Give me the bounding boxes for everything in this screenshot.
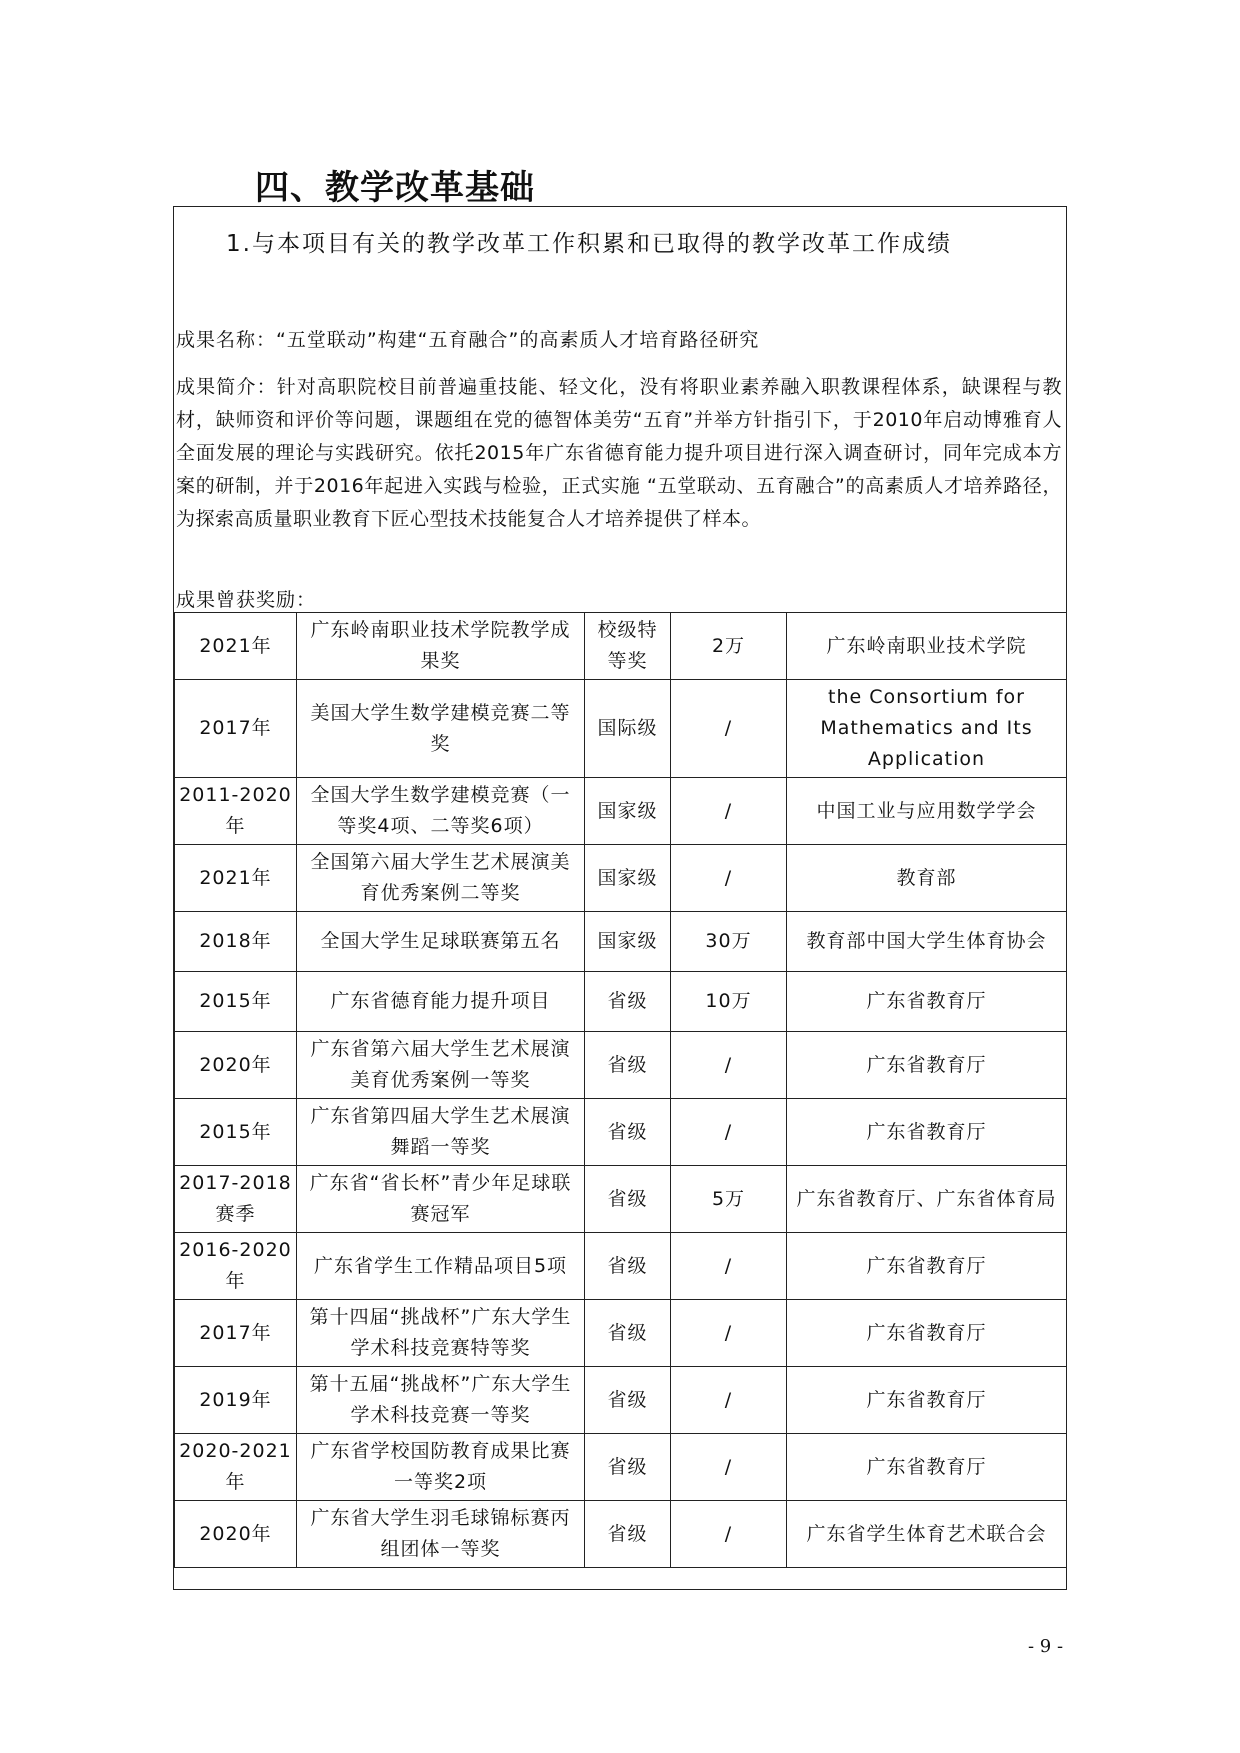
award-issuer: 广东省教育厅、广东省体育局 — [787, 1166, 1067, 1233]
page-number: - 9 - — [1028, 1636, 1064, 1657]
award-row — [175, 1032, 1067, 1099]
award-name: 广东省“省长杯”青少年足球联赛冠军 — [297, 1166, 585, 1233]
award-issuer: 广东省教育厅 — [787, 1434, 1067, 1501]
award-year: 2021年 — [175, 845, 297, 912]
award-issuer: 广东省教育厅 — [787, 972, 1067, 1032]
award-row — [175, 1367, 1067, 1434]
award-level: 校级特等奖 — [585, 613, 671, 680]
award-row — [175, 912, 1067, 972]
award-level: 国际级 — [585, 680, 671, 778]
award-row — [175, 1233, 1067, 1300]
award-level: 省级 — [585, 1233, 671, 1300]
award-row — [175, 845, 1067, 912]
award-funding: / — [671, 680, 787, 778]
award-row — [175, 1099, 1067, 1166]
award-level: 国家级 — [585, 845, 671, 912]
award-year: 2019年 — [175, 1367, 297, 1434]
award-level: 省级 — [585, 1099, 671, 1166]
award-name: 广东省学生工作精品项目5项 — [297, 1233, 585, 1300]
award-row — [175, 1300, 1067, 1367]
award-funding: 5万 — [671, 1166, 787, 1233]
result-intro: 成果简介：针对高职院校目前普遍重技能、轻文化，没有将职业素养融入职教课程体系，缺课程与教材，缺师资和评价等问题，课题组在党的德智体美劳“五育”并举方针指引下，于2010年启动博雅育人全面发展的理论与实践研究。依托2015年广东省德育能力提升项目进行深入调查研讨，同年完成本方案的研制，并于2016年起进入实践与检验，正式实施 “五堂联动、五育融合”的高素质人才培养路径，为探索高质量职业教育下匠心型技术技能复合人才培养提供了样本。 — [176, 376, 1062, 530]
award-name: 全国大学生足球联赛第五名 — [297, 912, 585, 972]
award-row — [175, 1501, 1067, 1568]
awards-label: 成果曾获奖励： — [176, 589, 317, 611]
award-year: 2020年 — [175, 1032, 297, 1099]
section-title: 四、教学改革基础 — [255, 168, 535, 208]
awards-table — [174, 612, 1067, 1568]
award-funding: / — [671, 845, 787, 912]
award-year: 2016-2020年 — [175, 1233, 297, 1300]
award-issuer: 教育部中国大学生体育协会 — [787, 912, 1067, 972]
award-row — [175, 972, 1067, 1032]
award-funding: / — [671, 1233, 787, 1300]
award-issuer: 广东省教育厅 — [787, 1233, 1067, 1300]
award-level: 省级 — [585, 1367, 671, 1434]
award-year: 2020-2021年 — [175, 1434, 297, 1501]
award-level: 省级 — [585, 1166, 671, 1233]
award-year: 2020年 — [175, 1501, 297, 1568]
award-funding: / — [671, 778, 787, 845]
award-issuer: the Consortium for Mathematics and Its Application — [787, 680, 1067, 778]
award-funding: / — [671, 1099, 787, 1166]
award-row — [175, 613, 1067, 680]
award-funding: / — [671, 1032, 787, 1099]
award-level: 省级 — [585, 1032, 671, 1099]
award-year: 2015年 — [175, 1099, 297, 1166]
award-level: 国家级 — [585, 778, 671, 845]
award-issuer: 中国工业与应用数学学会 — [787, 778, 1067, 845]
award-level: 省级 — [585, 972, 671, 1032]
award-name: 广东省德育能力提升项目 — [297, 972, 585, 1032]
award-funding: 2万 — [671, 613, 787, 680]
award-name: 美国大学生数学建模竞赛二等奖 — [297, 680, 585, 778]
award-level: 省级 — [585, 1300, 671, 1367]
award-row — [175, 680, 1067, 778]
award-issuer: 广东省教育厅 — [787, 1367, 1067, 1434]
award-level: 省级 — [585, 1434, 671, 1501]
award-name: 广东省学校国防教育成果比赛一等奖2项 — [297, 1434, 585, 1501]
award-row — [175, 778, 1067, 845]
award-funding: / — [671, 1300, 787, 1367]
award-funding: / — [671, 1434, 787, 1501]
award-year: 2021年 — [175, 613, 297, 680]
award-name: 全国大学生数学建模竞赛（一等奖4项、二等奖6项） — [297, 778, 585, 845]
award-level: 国家级 — [585, 912, 671, 972]
award-year: 2015年 — [175, 972, 297, 1032]
award-year: 2017-2018赛季 — [175, 1166, 297, 1233]
award-issuer: 教育部 — [787, 845, 1067, 912]
content-frame — [173, 206, 1067, 1590]
award-name: 广东省第六届大学生艺术展演美育优秀案例一等奖 — [297, 1032, 585, 1099]
award-funding: 10万 — [671, 972, 787, 1032]
result-name: 成果名称：“五堂联动”构建“五育融合”的高素质人才培育路径研究 — [176, 329, 760, 351]
award-funding: / — [671, 1501, 787, 1568]
award-funding: / — [671, 1367, 787, 1434]
award-year: 2017年 — [175, 680, 297, 778]
award-row — [175, 1166, 1067, 1233]
award-year: 2017年 — [175, 1300, 297, 1367]
award-row — [175, 1434, 1067, 1501]
award-name: 广东岭南职业技术学院教学成果奖 — [297, 613, 585, 680]
award-year: 2011-2020年 — [175, 778, 297, 845]
award-issuer: 广东省学生体育艺术联合会 — [787, 1501, 1067, 1568]
award-name: 全国第六届大学生艺术展演美育优秀案例二等奖 — [297, 845, 585, 912]
award-funding: 30万 — [671, 912, 787, 972]
award-name: 第十五届“挑战杯”广东大学生学术科技竞赛一等奖 — [297, 1367, 585, 1434]
award-issuer: 广东岭南职业技术学院 — [787, 613, 1067, 680]
award-name: 第十四届“挑战杯”广东大学生学术科技竞赛特等奖 — [297, 1300, 585, 1367]
award-year: 2018年 — [175, 912, 297, 972]
award-name: 广东省大学生羽毛球锦标赛丙组团体一等奖 — [297, 1501, 585, 1568]
award-name: 广东省第四届大学生艺术展演舞蹈一等奖 — [297, 1099, 585, 1166]
item-heading: 1.与本项目有关的教学改革工作积累和已取得的教学改革工作成绩 — [226, 231, 952, 257]
award-issuer: 广东省教育厅 — [787, 1032, 1067, 1099]
award-issuer: 广东省教育厅 — [787, 1300, 1067, 1367]
award-level: 省级 — [585, 1501, 671, 1568]
award-issuer: 广东省教育厅 — [787, 1099, 1067, 1166]
